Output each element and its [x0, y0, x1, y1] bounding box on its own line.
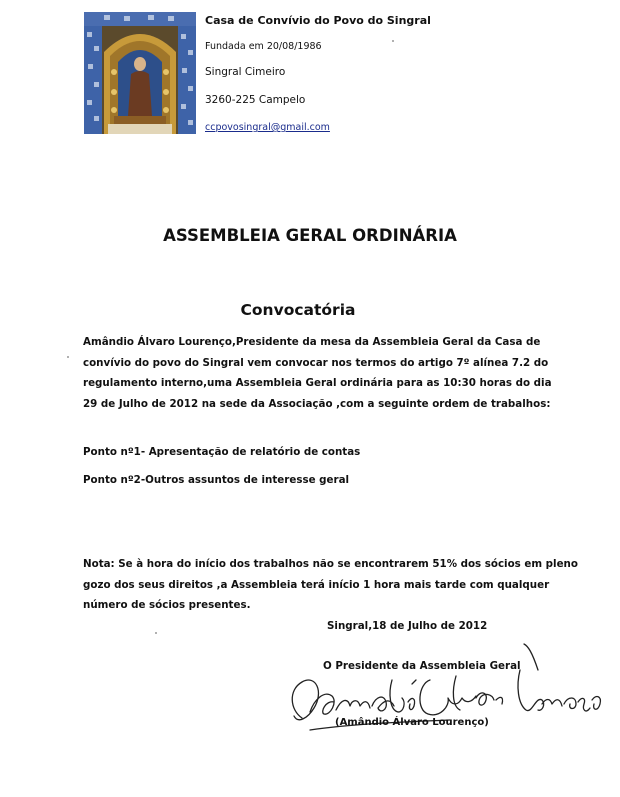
- agenda-item-2: Ponto nº2-Outros assuntos de interesse geral: [83, 474, 350, 486]
- founded-date: Fundada em 20/08/1986: [205, 41, 322, 52]
- document-subtitle: Convocatória: [240, 301, 356, 319]
- intro-line: convívio do povo do Singral vem convocar nos termos do artigo 7º alínea 7.2 do: [83, 356, 549, 369]
- email-link[interactable]: ccpovosingral@gmail.com: [205, 122, 330, 133]
- organization-name: Casa de Convívio do Povo do Singral: [205, 14, 431, 27]
- scan-speck: [392, 40, 394, 42]
- scan-speck: [155, 632, 157, 634]
- scan-speck: [67, 356, 69, 358]
- document-title: ASSEMBLEIA GERAL ORDINÁRIA: [163, 226, 457, 245]
- note-paragraph: [83, 554, 578, 616]
- postal-code: 3260-225 Campelo: [205, 94, 306, 106]
- note-line: número de sócios presentes.: [83, 599, 251, 611]
- intro-line: Amândio Álvaro Lourenço,Presidente da mesa da Assembleia Geral da Casa de: [83, 336, 541, 348]
- agenda-item-1: Ponto nº1- Apresentação de relatório de contas: [83, 446, 361, 458]
- logo-image: [84, 12, 196, 134]
- intro-line: 29 de Julho de 2012 na sede da Associação ,com a seguinte ordem de trabalhos:: [83, 397, 551, 410]
- intro-line: regulamento interno,uma Assembleia Geral ordinária para as 10:30 horas do dia: [83, 377, 552, 389]
- signatory-role: O Presidente da Assembleia Geral: [323, 660, 521, 672]
- locality: Singral Cimeiro: [205, 66, 286, 78]
- chapel-niche-icon: [84, 12, 196, 134]
- intro-paragraph: [83, 332, 552, 414]
- place-and-date: Singral,18 de Julho de 2012: [327, 620, 488, 632]
- signatory-name: (Amândio Álvaro Lourenço): [335, 717, 489, 728]
- handwritten-signature: [280, 640, 610, 745]
- note-line: gozo dos seus direitos ,a Assembleia terá início 1 hora mais tarde com qualquer: [83, 578, 550, 591]
- note-line: Nota: Se à hora do início dos trabalhos não se encontrarem 51% dos sócios em pleno: [83, 558, 578, 570]
